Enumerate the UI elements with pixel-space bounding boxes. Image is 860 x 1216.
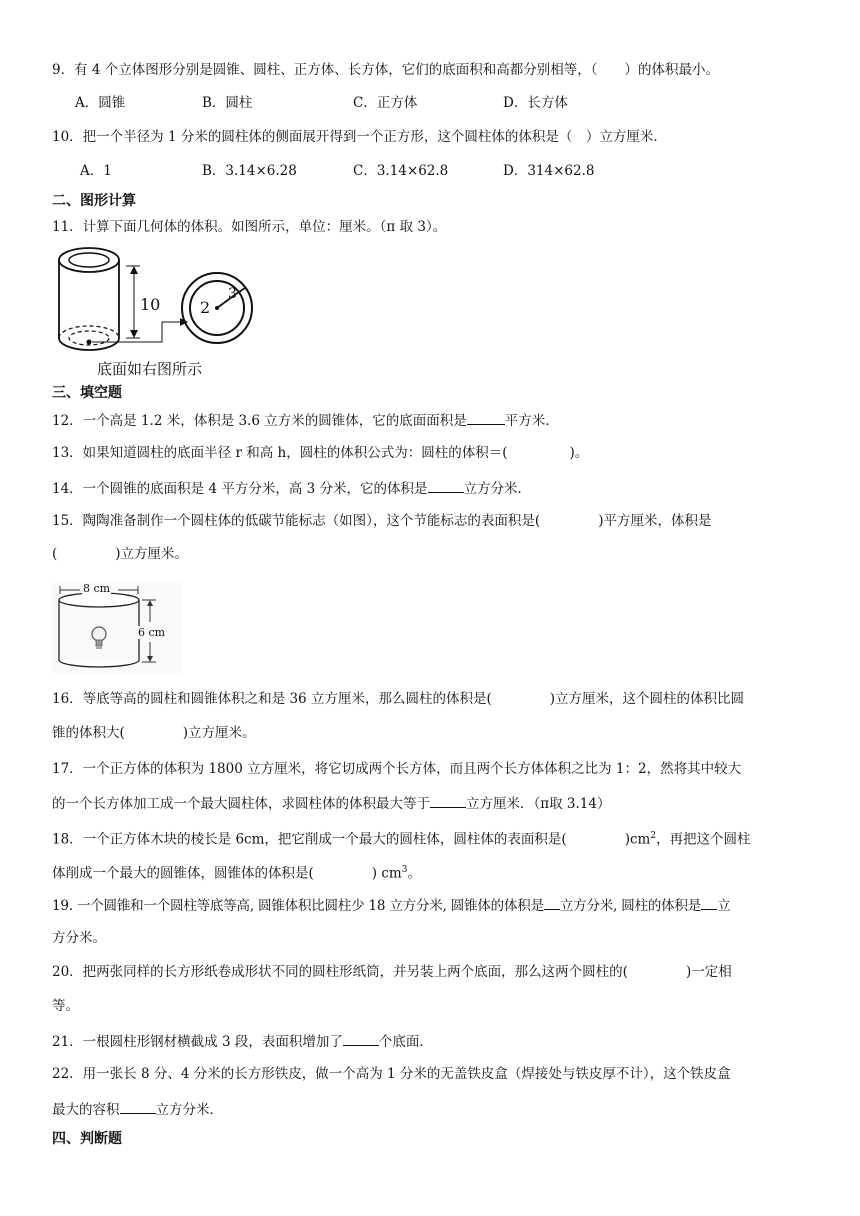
question-22-line-2 bbox=[52, 1099, 223, 1119]
q22-answer-blank[interactable] bbox=[120, 1099, 156, 1114]
q19-cone-answer-blank[interactable] bbox=[544, 895, 560, 910]
question-16-line-2 bbox=[52, 724, 256, 742]
question-15-line-2 bbox=[52, 545, 188, 563]
section-heading-2: 二、图形计算 bbox=[52, 193, 136, 209]
question-20-line-1 bbox=[52, 963, 732, 981]
q21-answer-blank[interactable] bbox=[343, 1031, 379, 1046]
q14-answer-blank[interactable] bbox=[428, 478, 464, 493]
q18-mid: ，再把这个圆柱 bbox=[656, 831, 751, 848]
question-18-line-1 bbox=[52, 827, 751, 849]
q16-text: 16．等底等高的圆柱和圆锥体积之和是 36 立方厘米，那么圆柱的体积是( bbox=[52, 691, 492, 707]
question-22-line-1: 22．用一张长 8 分、4 分米的长方形铁皮，做一个高为 1 分米的无盖铁皮盒（焊接处与铁皮厚不计），这个铁皮盒 bbox=[52, 1066, 731, 1082]
question-13 bbox=[52, 444, 588, 462]
question-20-line-2: 等。 bbox=[52, 998, 79, 1014]
question-12 bbox=[52, 410, 559, 430]
q15-tail: )立方厘米。 bbox=[115, 546, 189, 562]
q11-figure bbox=[52, 240, 272, 380]
q11-inner-radius-label: 2 bbox=[200, 298, 211, 317]
question-15-line-1 bbox=[52, 512, 711, 530]
q10-option-b: B．3.14×6.28 bbox=[202, 163, 297, 179]
q10-option-c: C．3.14×62.8 bbox=[353, 163, 449, 179]
q15-width-label: 8 cm bbox=[83, 582, 111, 595]
q9-option-d: D．长方体 bbox=[503, 95, 568, 111]
q13-text: 13．如果知道圆柱的底面半径 r 和高 h，圆柱的体积公式为：圆柱的体积＝( bbox=[52, 445, 508, 461]
q11-outer-radius-label: 3 bbox=[228, 286, 237, 302]
q18-unit2-exponent: 3 bbox=[401, 865, 408, 875]
q18-tail: 。 bbox=[407, 865, 421, 882]
q19-tail: 立 bbox=[717, 898, 731, 914]
q15-height-label: 6 cm bbox=[138, 626, 166, 639]
q18-line2-text: 体削成一个最大的圆锥体，圆锥体的体积是( bbox=[52, 865, 314, 882]
q14-text: 14．一个圆锥的底面积是 4 平方分米，高 3 分米，它的体积是 bbox=[52, 481, 428, 497]
q18-unit2: ) cm bbox=[371, 865, 402, 882]
q21-tail: 个底面． bbox=[378, 1034, 433, 1050]
q12-answer-blank[interactable] bbox=[467, 410, 505, 425]
question-21 bbox=[52, 1031, 433, 1051]
question-16-line-1 bbox=[52, 690, 744, 708]
question-18-line-2 bbox=[52, 861, 421, 883]
question-19-line-1 bbox=[52, 895, 730, 915]
q17-answer-blank[interactable] bbox=[430, 793, 466, 808]
question-10: 10．把一个半径为 1 分米的圆柱体的侧面展开得到一个正方形，这个圆柱体的体积是（ ）立方厘米． bbox=[52, 129, 667, 145]
question-14 bbox=[52, 478, 531, 498]
question-19-line-2: 方分米。 bbox=[52, 930, 106, 946]
q22-text: 最大的容积 bbox=[52, 1102, 120, 1118]
q20-text: 20．把两张同样的长方形纸卷成形状不同的圆柱形纸筒，并另装上两个底面，那么这两个圆柱的( bbox=[52, 964, 628, 980]
q9-option-c: C．正方体 bbox=[353, 95, 418, 111]
q19-text: 19. 一个圆锥和一个圆柱等底等高, 圆锥体积比圆柱少 18 立方分米, 圆锥体的体积是 bbox=[52, 898, 544, 914]
question-17-line-1: 17．一个正方体的体积为 1800 立方厘米，将它切成两个长方体，而且两个长方体体积之比为 1：2，然将其中较大 bbox=[52, 761, 742, 777]
q10-option-a: A．1 bbox=[80, 163, 112, 179]
q13-tail: )。 bbox=[569, 445, 589, 461]
q11-caption: 底面如右图所示 bbox=[97, 360, 203, 378]
q16-tail: )立方厘米。 bbox=[182, 725, 256, 741]
question-9: 9．有 4 个立体图形分别是圆锥、圆柱、正方体、长方体，它们的底面积和高都分别相等，（ ）的体积最小。 bbox=[52, 62, 720, 78]
q22-tail: 立方分米． bbox=[155, 1102, 223, 1118]
q14-unit: 立方分米． bbox=[463, 481, 532, 497]
q12-unit: 平方米． bbox=[504, 413, 559, 429]
q19-cylinder-answer-blank[interactable] bbox=[701, 895, 717, 910]
q11-height-label: 10 bbox=[140, 295, 161, 314]
q9-option-a: A．圆锥 bbox=[75, 95, 126, 111]
question-17-line-2 bbox=[52, 793, 610, 813]
question-11: 11．计算下面几何体的体积。如图所示，单位：厘米。（π 取 3）。 bbox=[52, 219, 447, 235]
q16-mid: )立方厘米，这个圆柱的体积比圆 bbox=[549, 691, 744, 707]
q18-unit-exponent: 2 bbox=[650, 831, 657, 841]
q17-tail: 立方厘米．（π取 3.14） bbox=[466, 796, 611, 812]
q12-text: 12．一个高是 1.2 米，体积是 3.6 立方米的圆锥体，它的底面面积是 bbox=[52, 413, 467, 429]
q9-option-b: B．圆柱 bbox=[202, 95, 253, 111]
q19-mid: 立方分米, 圆柱的体积是 bbox=[559, 898, 702, 914]
q18-text: 18．一个正方体木块的棱长是 6cm，把它削成一个最大的圆柱体，圆柱体的表面积是( bbox=[52, 831, 567, 848]
q18-unit: )cm bbox=[624, 831, 651, 848]
q15-figure bbox=[52, 582, 182, 674]
section-heading-4: 四、判断题 bbox=[52, 1131, 122, 1147]
q21-text: 21．一根圆柱形钢材横截成 3 段，表面积增加了 bbox=[52, 1034, 343, 1050]
q10-option-d: D．314×62.8 bbox=[503, 163, 595, 179]
q16-line2-text: 锥的体积大( bbox=[52, 725, 125, 741]
q15-open-paren: ( bbox=[52, 546, 58, 562]
q15-mid: )平方厘米，体积是 bbox=[598, 513, 712, 529]
q15-text: 15．陶陶准备制作一个圆柱体的低碳节能标志（如图），这个节能标志的表面积是( bbox=[52, 513, 541, 529]
q20-mid: )一定相 bbox=[685, 964, 732, 980]
q17-text: 的一个长方体加工成一个最大圆柱体，求圆柱体的体积最大等于 bbox=[52, 796, 430, 812]
section-heading-3: 三、填空题 bbox=[52, 385, 122, 401]
